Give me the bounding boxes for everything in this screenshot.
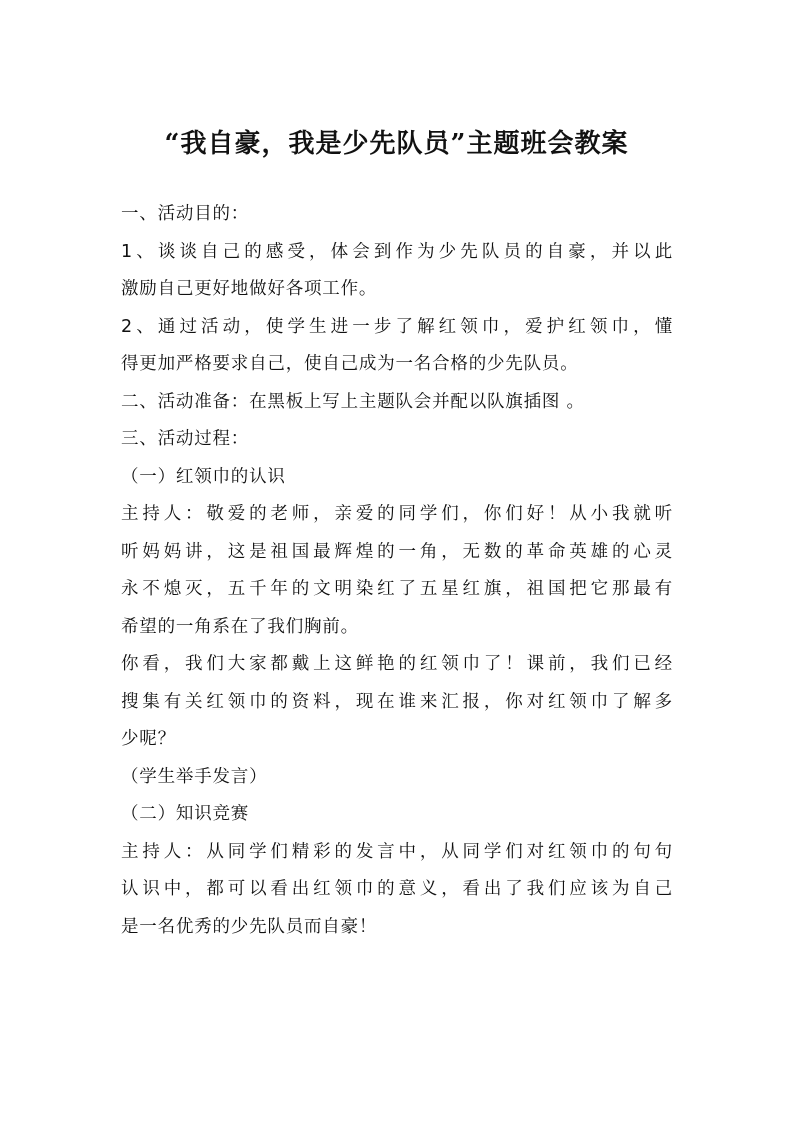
paragraph-line: 认识中，都可以看出红领巾的意义，看出了我们应该为自己 <box>121 879 673 899</box>
paragraph-line: 主持人：从同学们精彩的发言中，从同学们对红领巾的句句 <box>121 841 673 862</box>
paragraph-line: 希望的一角系在了我们胸前。 <box>121 616 359 637</box>
paragraph-line: 主持人：敬爱的老师，亲爱的同学们，你们好！从小我就听 <box>121 504 673 524</box>
section-heading-process: 三、活动过程： <box>121 429 250 449</box>
paragraph-line: 你看，我们大家都戴上这鲜艳的红领巾了！课前，我们已经 <box>121 654 673 674</box>
subsection-heading: （一）红领巾的认识 <box>121 466 286 487</box>
paragraph-line: 是一名优秀的少先队员而自豪！ <box>121 916 378 937</box>
paragraph-line: 1、谈谈自己的感受，体会到作为少先队员的自豪，并以此 <box>121 241 673 262</box>
paragraph-line: 永不熄灭，五千年的文明染红了五星红旗，祖国把它那最有 <box>121 579 673 599</box>
paragraph-line: 少呢？ <box>121 729 176 749</box>
document-body <box>121 196 673 946</box>
document-title: “我自豪，我是少先队员”主题班会教案 <box>164 129 629 159</box>
paragraph-line: 激励自己更好地做好各项工作。 <box>121 279 378 299</box>
paragraph-line: 2、通过活动，使学生进一步了解红领巾，爱护红领巾，懂 <box>121 316 673 337</box>
section-heading-objectives: 一、活动目的： <box>121 204 250 224</box>
paragraph-line: 听妈妈讲，这是祖国最辉煌的一角，无数的革命英雄的心灵 <box>121 541 673 562</box>
paragraph-line: 得更加严格要求自己，使自己成为一名合格的少先队员。 <box>121 354 579 374</box>
paragraph-line: 搜集有关红领巾的资料，现在谁来汇报，你对红领巾了解多 <box>121 691 673 712</box>
subsection-heading: （二）知识竞赛 <box>121 804 250 824</box>
paragraph-line: （学生举手发言） <box>121 766 268 787</box>
section-heading-preparation: 二、活动准备：在黑板上写上主题队会并配以队旗插图 。 <box>121 391 585 412</box>
